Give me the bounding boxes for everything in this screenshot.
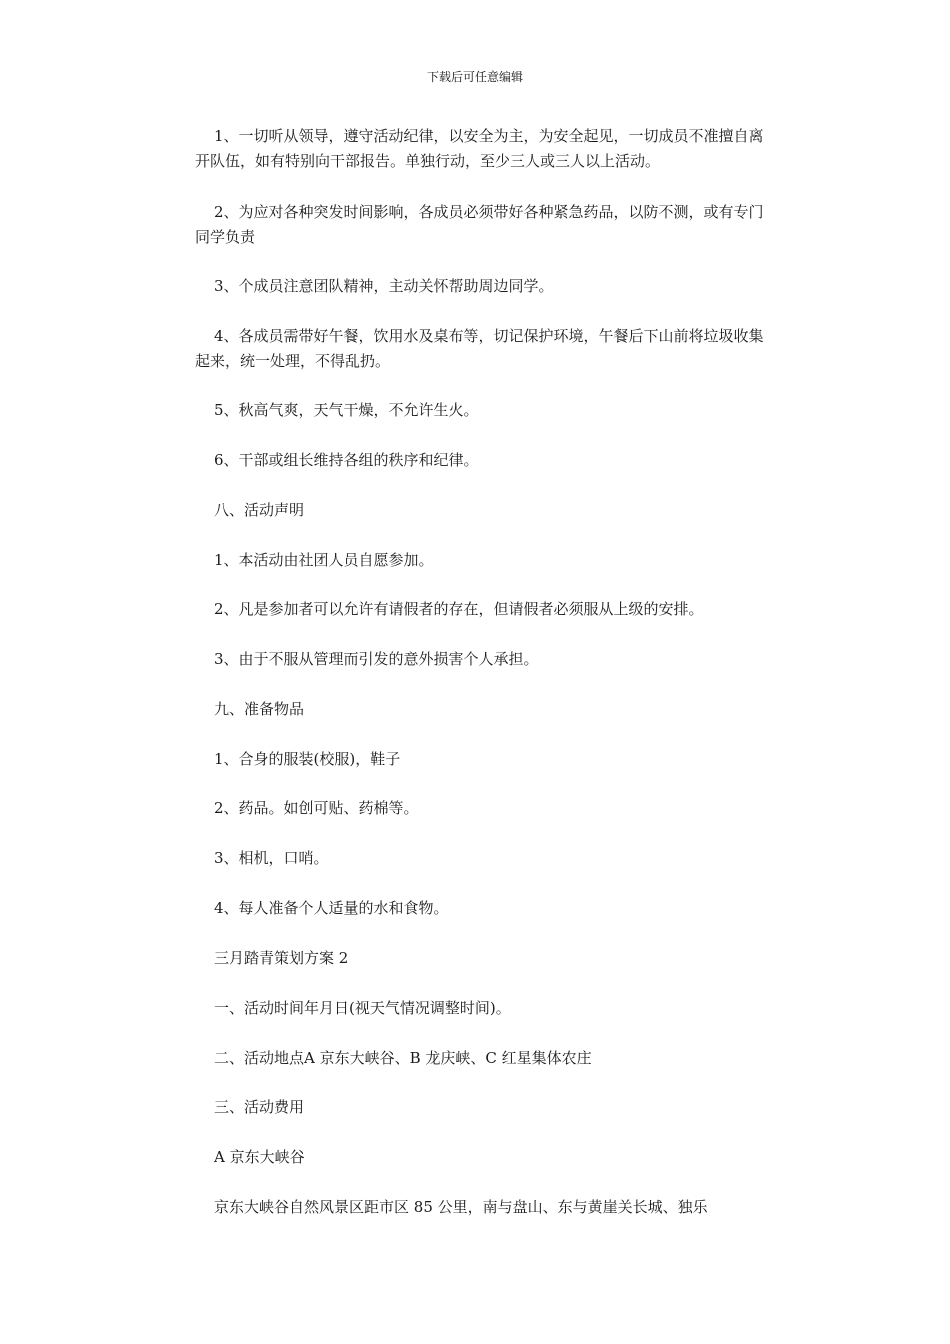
supply-item-3: 3、相机，口哨。: [214, 849, 329, 867]
statement-item-1: 1、本活动由社团人员自愿参加。: [214, 551, 434, 569]
plan-2-site-a-description: 京东大峡谷自然风景区距市区 85 公里，南与盘山、东与黄崖关长城、独乐: [214, 1198, 708, 1216]
section-heading-9: 九、准备物品: [214, 700, 305, 718]
paragraph-rule-3: 3、个成员注意团队精神，主动关怀帮助周边同学。: [214, 277, 554, 295]
plan-2-time: 一、活动时间年月日(视天气情况调整时间)。: [214, 999, 511, 1017]
statement-item-3: 3、由于不服从管理而引发的意外损害个人承担。: [214, 650, 539, 668]
statement-item-2: 2、凡是参加者可以允许有请假者的存在，但请假者必须服从上级的安排。: [214, 600, 704, 618]
plan-2-title: 三月踏青策划方案 2: [214, 949, 349, 967]
paragraph-rule-2: 2、为应对各种突发时间影响，各成员必须带好各种紧急药品，以防不测，或有专门同学负责: [195, 203, 764, 246]
supply-item-1: 1、合身的服装(校服)，鞋子: [214, 750, 401, 768]
paragraph-rule-6: 6、干部或组长维持各组的秩序和纪律。: [214, 451, 479, 469]
paragraph-rule-5: 5、秋高气爽，天气干燥，不允许生火。: [214, 401, 479, 419]
header-note: 下载后可任意编辑: [426, 70, 523, 84]
plan-2-site-a-heading: A 京东大峡谷: [214, 1148, 305, 1166]
paragraph-rule-4: 4、各成员需带好午餐，饮用水及桌布等，切记保护环境，午餐后下山前将垃圾收集起来，统一处理，不得乱扔。: [195, 327, 764, 370]
section-heading-8: 八、活动声明: [214, 501, 305, 519]
supply-item-4: 4、每人准备个人适量的水和食物。: [214, 899, 449, 917]
paragraph-rule-1: 1、一切听从领导，遵守活动纪律，以安全为主，为安全起见，一切成员不准擅自离开队伍，如有特别向干部报告。单独行动，至少三人或三人以上活动。: [195, 127, 764, 170]
plan-2-cost-heading: 三、活动费用: [214, 1098, 305, 1116]
plan-2-location: 二、活动地点A 京东大峡谷、B 龙庆峡、C 红星集体农庄: [214, 1049, 592, 1067]
supply-item-2: 2、药品。如创可贴、药棉等。: [214, 799, 419, 817]
